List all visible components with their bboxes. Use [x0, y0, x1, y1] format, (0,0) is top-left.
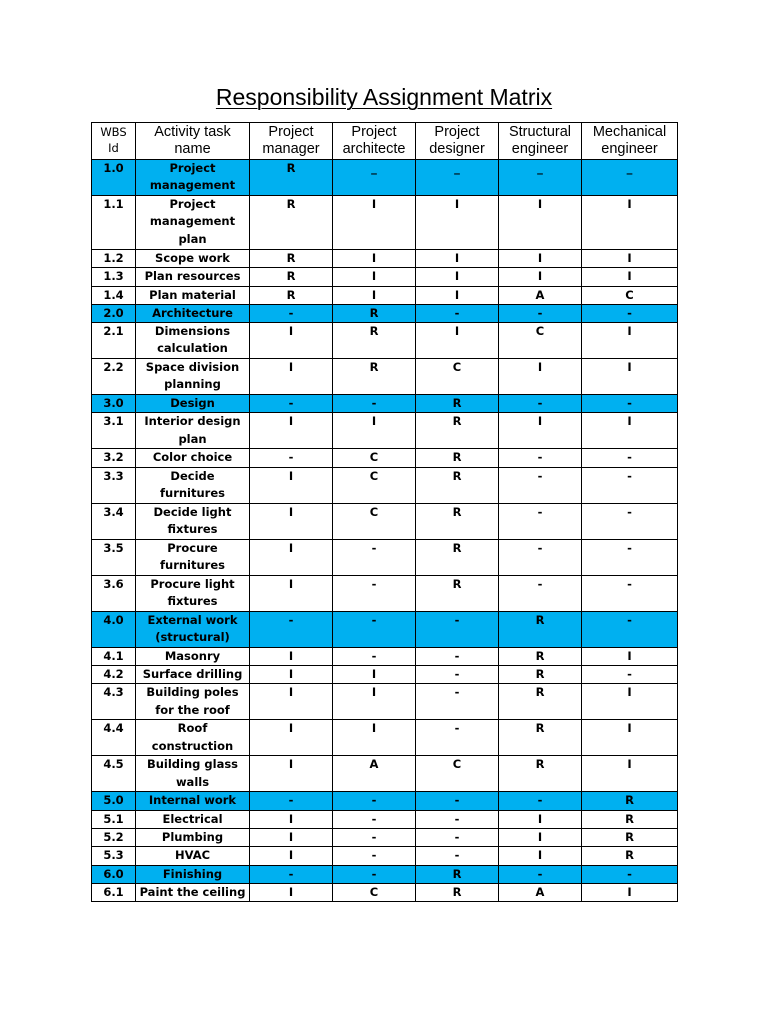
mechanical-engineer-cell: I: [582, 268, 678, 286]
project-designer-cell: I: [416, 323, 499, 359]
project-designer-cell: -: [416, 611, 499, 647]
wbs-id-cell: 3.2: [92, 449, 136, 467]
activity-task-cell: Project management plan: [136, 196, 250, 250]
project-architecte-cell: I: [333, 250, 416, 268]
wbs-id-cell: 4.4: [92, 720, 136, 756]
mechanical-engineer-cell: -: [582, 503, 678, 539]
activity-task-cell: HVAC: [136, 847, 250, 865]
project-manager-cell: R: [250, 196, 333, 250]
project-manager-cell: I: [250, 666, 333, 684]
mechanical-engineer-cell: I: [582, 323, 678, 359]
phase-row: [92, 865, 678, 883]
project-manager-cell: I: [250, 323, 333, 359]
mechanical-engineer-cell: I: [582, 720, 678, 756]
project-manager-cell: I: [250, 883, 333, 901]
table-row: [92, 413, 678, 449]
project-designer-cell: I: [416, 250, 499, 268]
activity-task-cell: Finishing: [136, 865, 250, 883]
project-manager-cell: -: [250, 865, 333, 883]
mechanical-engineer-cell: R: [582, 792, 678, 810]
phase-row: [92, 611, 678, 647]
project-manager-cell: I: [250, 828, 333, 846]
table-row: [92, 883, 678, 901]
table-row: [92, 268, 678, 286]
project-designer-cell: R: [416, 467, 499, 503]
wbs-id-cell: 2.1: [92, 323, 136, 359]
table-row: [92, 539, 678, 575]
responsibility-matrix-table: [91, 122, 678, 902]
activity-task-cell: Project management: [136, 160, 250, 196]
project-manager-cell: I: [250, 684, 333, 720]
wbs-id-cell: 1.2: [92, 250, 136, 268]
project-designer-cell: -: [416, 304, 499, 322]
structural-engineer-cell: I: [499, 847, 582, 865]
mechanical-engineer-cell: R: [582, 828, 678, 846]
wbs-id-cell: 3.1: [92, 413, 136, 449]
wbs-id-cell: 3.6: [92, 575, 136, 611]
structural-engineer-cell: A: [499, 883, 582, 901]
structural-engineer-cell: R: [499, 684, 582, 720]
project-manager-cell: R: [250, 160, 333, 196]
project-designer-cell: -: [416, 828, 499, 846]
project-manager-cell: I: [250, 847, 333, 865]
activity-task-cell: Procure light fixtures: [136, 575, 250, 611]
table-row: [92, 323, 678, 359]
project-manager-cell: -: [250, 449, 333, 467]
structural-engineer-cell: -: [499, 539, 582, 575]
project-manager-cell: R: [250, 268, 333, 286]
project-architecte-cell: -: [333, 828, 416, 846]
structural-engineer-cell: I: [499, 359, 582, 395]
project-manager-cell: -: [250, 792, 333, 810]
structural-engineer-cell: I: [499, 810, 582, 828]
activity-task-cell: Roof construction: [136, 720, 250, 756]
page-title: Responsibility Assignment Matrix: [215, 84, 553, 110]
table-row: [92, 847, 678, 865]
structural-engineer-cell: R: [499, 647, 582, 665]
table-row: [92, 286, 678, 304]
phase-row: [92, 304, 678, 322]
activity-task-cell: Plumbing: [136, 828, 250, 846]
wbs-id-cell: 5.0: [92, 792, 136, 810]
structural-engineer-cell: _: [499, 160, 582, 196]
project-designer-cell: R: [416, 883, 499, 901]
project-architecte-cell: I: [333, 684, 416, 720]
project-designer-cell: C: [416, 359, 499, 395]
activity-task-cell: External work (structural): [136, 611, 250, 647]
wbs-id-cell: 1.3: [92, 268, 136, 286]
project-manager-cell: -: [250, 611, 333, 647]
structural-engineer-cell: R: [499, 756, 582, 792]
activity-task-cell: Dimensions calculation: [136, 323, 250, 359]
project-designer-cell: -: [416, 792, 499, 810]
wbs-id-cell: 5.3: [92, 847, 136, 865]
mechanical-engineer-cell: -: [582, 467, 678, 503]
table-row: [92, 503, 678, 539]
mechanical-engineer-cell: _: [582, 160, 678, 196]
wbs-id-cell: 4.5: [92, 756, 136, 792]
wbs-id-cell: 2.0: [92, 304, 136, 322]
mechanical-engineer-cell: -: [582, 449, 678, 467]
structural-engineer-cell: I: [499, 413, 582, 449]
project-architecte-cell: R: [333, 323, 416, 359]
structural-engineer-cell: A: [499, 286, 582, 304]
activity-task-cell: Building glass walls: [136, 756, 250, 792]
table-row: [92, 720, 678, 756]
project-designer-cell: _: [416, 160, 499, 196]
table-row: [92, 828, 678, 846]
project-manager-cell: I: [250, 575, 333, 611]
activity-task-cell: Masonry: [136, 647, 250, 665]
project-designer-cell: R: [416, 395, 499, 413]
project-designer-cell: I: [416, 286, 499, 304]
structural-engineer-cell: I: [499, 828, 582, 846]
mechanical-engineer-cell: -: [582, 611, 678, 647]
structural-engineer-cell: C: [499, 323, 582, 359]
activity-task-cell: Plan resources: [136, 268, 250, 286]
phase-row: [92, 792, 678, 810]
mechanical-engineer-cell: -: [582, 575, 678, 611]
activity-task-cell: Electrical: [136, 810, 250, 828]
header-row: [92, 123, 678, 160]
mechanical-engineer-cell: -: [582, 304, 678, 322]
project-designer-cell: -: [416, 847, 499, 865]
activity-task-cell: Internal work: [136, 792, 250, 810]
structural-engineer-cell: -: [499, 503, 582, 539]
structural-engineer-cell: -: [499, 304, 582, 322]
wbs-id-cell: 1.0: [92, 160, 136, 196]
activity-task-cell: Architecture: [136, 304, 250, 322]
table-row: [92, 756, 678, 792]
header-project-manager: Project manager: [250, 123, 333, 160]
wbs-id-cell: 3.4: [92, 503, 136, 539]
header-structural-engineer: Structural engineer: [499, 123, 582, 160]
project-manager-cell: I: [250, 539, 333, 575]
project-manager-cell: I: [250, 467, 333, 503]
wbs-id-cell: 6.1: [92, 883, 136, 901]
table-row: [92, 575, 678, 611]
wbs-id-cell: 4.1: [92, 647, 136, 665]
header-mechanical-engineer: Mechanical engineer: [582, 123, 678, 160]
structural-engineer-cell: I: [499, 196, 582, 250]
wbs-id-cell: 4.3: [92, 684, 136, 720]
project-manager-cell: I: [250, 413, 333, 449]
project-architecte-cell: I: [333, 413, 416, 449]
phase-row: [92, 160, 678, 196]
project-designer-cell: -: [416, 684, 499, 720]
structural-engineer-cell: R: [499, 666, 582, 684]
structural-engineer-cell: I: [499, 250, 582, 268]
project-manager-cell: -: [250, 395, 333, 413]
wbs-id-cell: 5.1: [92, 810, 136, 828]
wbs-id-cell: 4.0: [92, 611, 136, 647]
project-architecte-cell: C: [333, 503, 416, 539]
project-manager-cell: I: [250, 647, 333, 665]
activity-task-cell: Decide furnitures: [136, 467, 250, 503]
project-architecte-cell: I: [333, 286, 416, 304]
structural-engineer-cell: -: [499, 449, 582, 467]
structural-engineer-cell: -: [499, 865, 582, 883]
project-architecte-cell: -: [333, 810, 416, 828]
table-row: [92, 449, 678, 467]
project-manager-cell: R: [250, 286, 333, 304]
table-row: [92, 196, 678, 250]
project-architecte-cell: C: [333, 467, 416, 503]
structural-engineer-cell: -: [499, 467, 582, 503]
activity-task-cell: Scope work: [136, 250, 250, 268]
project-manager-cell: -: [250, 304, 333, 322]
project-architecte-cell: -: [333, 847, 416, 865]
project-architecte-cell: -: [333, 611, 416, 647]
project-manager-cell: I: [250, 720, 333, 756]
phase-row: [92, 395, 678, 413]
header-activity-task-name: Activity task name: [136, 123, 250, 160]
mechanical-engineer-cell: -: [582, 395, 678, 413]
project-architecte-cell: C: [333, 883, 416, 901]
mechanical-engineer-cell: I: [582, 684, 678, 720]
project-designer-cell: I: [416, 268, 499, 286]
activity-task-cell: Color choice: [136, 449, 250, 467]
project-architecte-cell: -: [333, 792, 416, 810]
activity-task-cell: Space division planning: [136, 359, 250, 395]
table-row: [92, 467, 678, 503]
activity-task-cell: Decide light fixtures: [136, 503, 250, 539]
structural-engineer-cell: I: [499, 268, 582, 286]
wbs-id-cell: 4.2: [92, 666, 136, 684]
structural-engineer-cell: R: [499, 720, 582, 756]
project-designer-cell: -: [416, 647, 499, 665]
table-row: [92, 250, 678, 268]
structural-engineer-cell: -: [499, 792, 582, 810]
project-architecte-cell: _: [333, 160, 416, 196]
mechanical-engineer-cell: C: [582, 286, 678, 304]
project-designer-cell: -: [416, 720, 499, 756]
project-designer-cell: C: [416, 756, 499, 792]
structural-engineer-cell: -: [499, 395, 582, 413]
project-architecte-cell: I: [333, 268, 416, 286]
project-designer-cell: R: [416, 539, 499, 575]
mechanical-engineer-cell: I: [582, 359, 678, 395]
project-designer-cell: I: [416, 196, 499, 250]
mechanical-engineer-cell: -: [582, 666, 678, 684]
structural-engineer-cell: R: [499, 611, 582, 647]
mechanical-engineer-cell: I: [582, 883, 678, 901]
project-architecte-cell: A: [333, 756, 416, 792]
mechanical-engineer-cell: -: [582, 539, 678, 575]
project-architecte-cell: -: [333, 395, 416, 413]
mechanical-engineer-cell: I: [582, 756, 678, 792]
activity-task-cell: Building poles for the roof: [136, 684, 250, 720]
mechanical-engineer-cell: I: [582, 413, 678, 449]
project-designer-cell: R: [416, 865, 499, 883]
project-designer-cell: R: [416, 503, 499, 539]
project-designer-cell: -: [416, 666, 499, 684]
project-manager-cell: I: [250, 359, 333, 395]
activity-task-cell: Surface drilling: [136, 666, 250, 684]
wbs-id-cell: 3.0: [92, 395, 136, 413]
mechanical-engineer-cell: -: [582, 865, 678, 883]
header-project-architecte: Project architecte: [333, 123, 416, 160]
project-manager-cell: I: [250, 810, 333, 828]
project-architecte-cell: -: [333, 539, 416, 575]
project-designer-cell: R: [416, 449, 499, 467]
wbs-id-cell: 1.4: [92, 286, 136, 304]
project-architecte-cell: R: [333, 304, 416, 322]
project-designer-cell: -: [416, 810, 499, 828]
table-row: [92, 810, 678, 828]
table-row: [92, 666, 678, 684]
activity-task-cell: Interior design plan: [136, 413, 250, 449]
mechanical-engineer-cell: R: [582, 847, 678, 865]
wbs-id-cell: 3.5: [92, 539, 136, 575]
mechanical-engineer-cell: R: [582, 810, 678, 828]
project-manager-cell: I: [250, 756, 333, 792]
table-row: [92, 359, 678, 395]
wbs-id-cell: 3.3: [92, 467, 136, 503]
structural-engineer-cell: -: [499, 575, 582, 611]
project-manager-cell: R: [250, 250, 333, 268]
project-architecte-cell: -: [333, 865, 416, 883]
mechanical-engineer-cell: I: [582, 196, 678, 250]
activity-task-cell: Procure furnitures: [136, 539, 250, 575]
project-architecte-cell: -: [333, 647, 416, 665]
mechanical-engineer-cell: I: [582, 250, 678, 268]
project-architecte-cell: I: [333, 196, 416, 250]
project-manager-cell: I: [250, 503, 333, 539]
activity-task-cell: Plan material: [136, 286, 250, 304]
project-architecte-cell: I: [333, 666, 416, 684]
activity-task-cell: Design: [136, 395, 250, 413]
project-architecte-cell: C: [333, 449, 416, 467]
mechanical-engineer-cell: I: [582, 647, 678, 665]
table-row: [92, 647, 678, 665]
project-architecte-cell: -: [333, 575, 416, 611]
project-architecte-cell: I: [333, 720, 416, 756]
header-project-designer: Project designer: [416, 123, 499, 160]
wbs-id-cell: 1.1: [92, 196, 136, 250]
activity-task-cell: Paint the ceiling: [136, 883, 250, 901]
header-wbs-id: WBS Id: [92, 123, 136, 160]
table-row: [92, 684, 678, 720]
project-architecte-cell: R: [333, 359, 416, 395]
project-designer-cell: R: [416, 575, 499, 611]
project-designer-cell: R: [416, 413, 499, 449]
wbs-id-cell: 2.2: [92, 359, 136, 395]
wbs-id-cell: 5.2: [92, 828, 136, 846]
wbs-id-cell: 6.0: [92, 865, 136, 883]
